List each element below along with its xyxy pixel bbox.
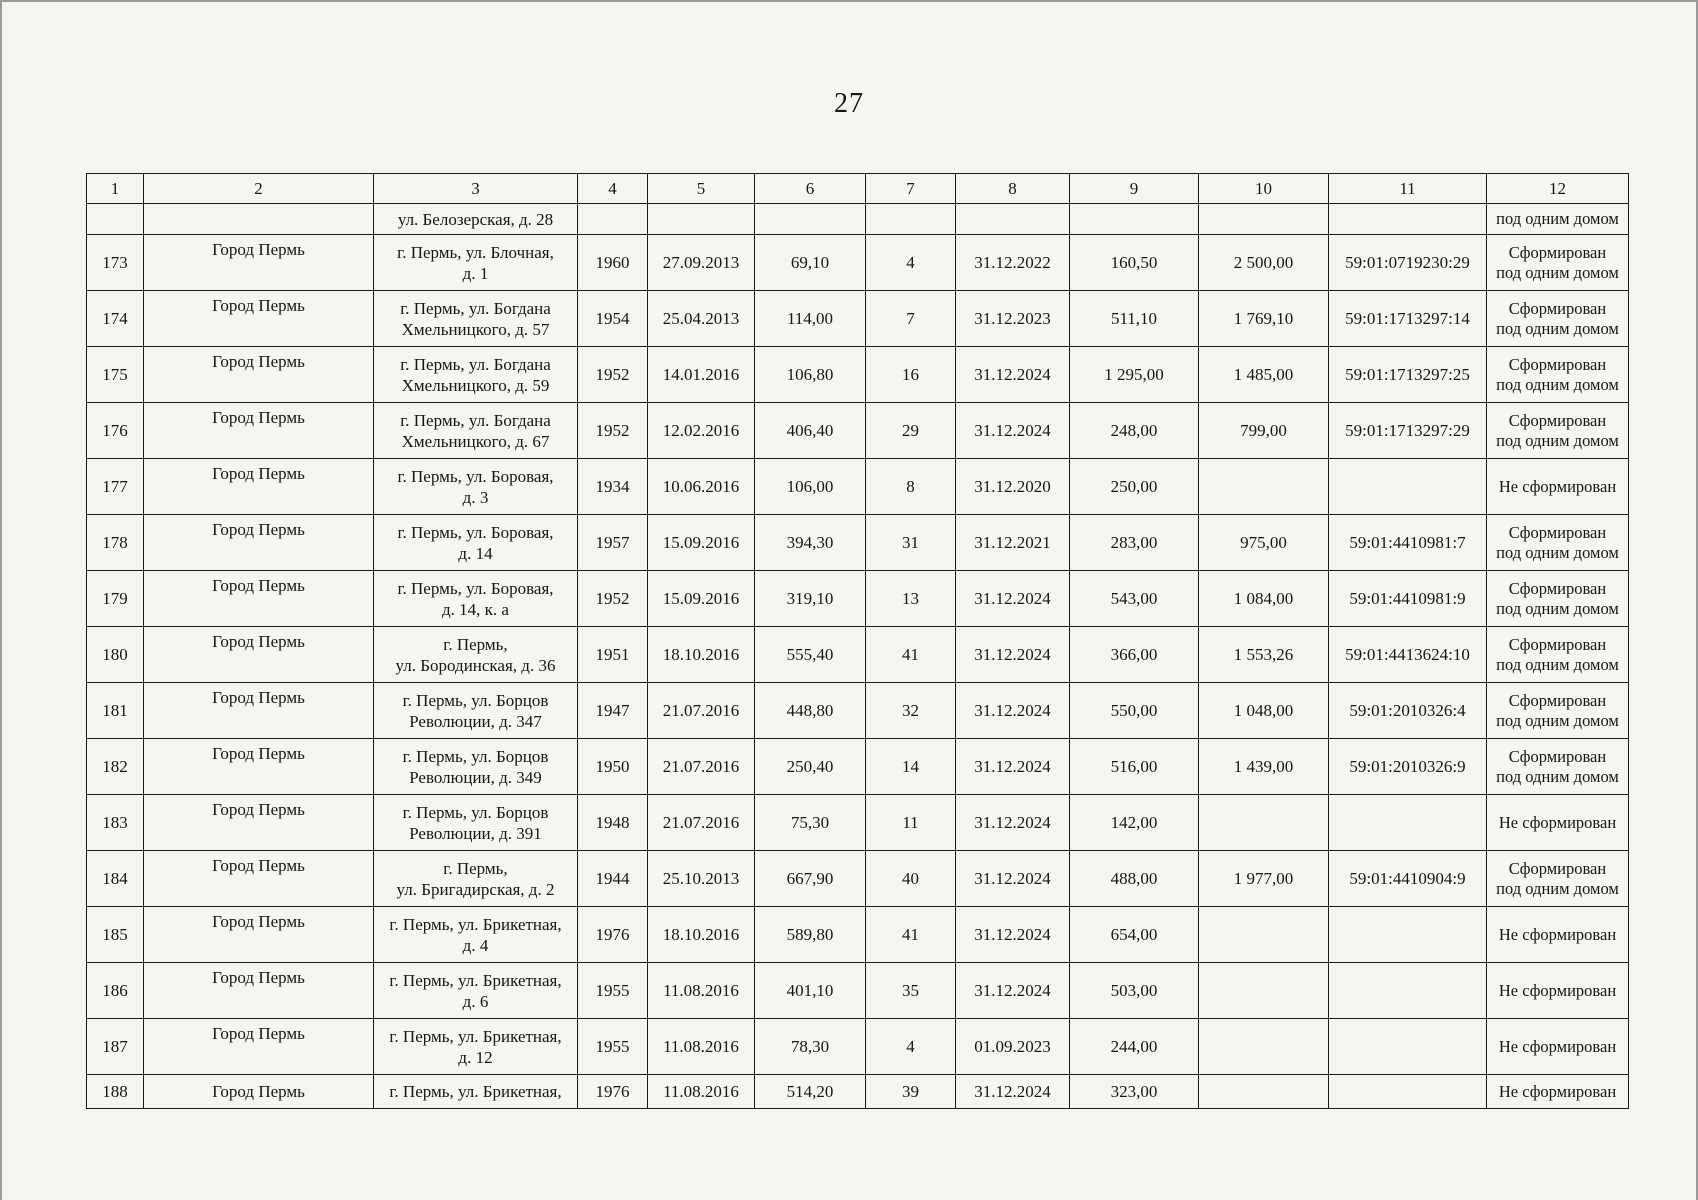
deadline-cell: 31.12.2024 [956, 627, 1070, 683]
municipality-cell: Город Пермь [144, 795, 374, 851]
address-cell-line: ул. Бригадирская, д. 2 [396, 879, 555, 899]
address-cell [374, 683, 578, 739]
address-cell-line: ул. Бородинская, д. 36 [395, 655, 556, 675]
land-area-cell: 975,00 [1199, 515, 1329, 571]
deadline-cell: 31.12.2024 [956, 403, 1070, 459]
municipality-cell: Город Пермь [144, 683, 374, 739]
row-number-cell: 176 [87, 403, 144, 459]
table-cell: г. Пермь, ул. Брикетная, [374, 1075, 578, 1109]
area-cell: 401,10 [755, 963, 866, 1019]
count-cell: 8 [866, 459, 956, 515]
table-row [87, 627, 1629, 683]
area-cell: 511,10 [1070, 291, 1199, 347]
area-cell: 366,00 [1070, 627, 1199, 683]
address-cell [374, 403, 578, 459]
table-cell [866, 204, 956, 235]
land-status-cell-line: Не сформирован [1498, 1036, 1617, 1056]
area-cell: 555,40 [755, 627, 866, 683]
land-area-cell [1199, 459, 1329, 515]
housing-register-table [86, 173, 1629, 1109]
column-header: 10 [1199, 174, 1329, 204]
date-cell: 15.09.2016 [648, 515, 755, 571]
land-status-cell [1487, 627, 1629, 683]
address-cell [374, 291, 578, 347]
count-cell: 41 [866, 907, 956, 963]
address-cell [374, 459, 578, 515]
build-year-cell: 1957 [578, 515, 648, 571]
build-year-cell: 1976 [578, 907, 648, 963]
area-cell: 75,30 [755, 795, 866, 851]
area-cell: 406,40 [755, 403, 866, 459]
cadastral-number-cell: 59:01:4410904:9 [1329, 851, 1487, 907]
row-number-cell: 175 [87, 347, 144, 403]
land-area-cell: 1 769,10 [1199, 291, 1329, 347]
land-status-cell-line: под одним домом [1496, 766, 1619, 786]
table-row [87, 851, 1629, 907]
land-status-cell [1487, 515, 1629, 571]
address-cell-line: г. Пермь, ул. Боровая, [397, 522, 554, 542]
address-cell-line: г. Пермь, ул. Борцов [402, 802, 549, 822]
area-cell: 550,00 [1070, 683, 1199, 739]
column-header: 6 [755, 174, 866, 204]
municipality-cell: Город Пермь [144, 515, 374, 571]
continuation-row [87, 204, 1629, 235]
cadastral-number-cell: 59:01:4410981:9 [1329, 571, 1487, 627]
address-cell-line: д. 6 [462, 991, 489, 1011]
deadline-cell: 31.12.2024 [956, 795, 1070, 851]
cadastral-number-cell: 59:01:1713297:25 [1329, 347, 1487, 403]
land-status-cell-line: под одним домом [1496, 878, 1619, 898]
table-cell [755, 204, 866, 235]
land-area-cell: 1 977,00 [1199, 851, 1329, 907]
table-cell [1329, 204, 1487, 235]
date-cell: 27.09.2013 [648, 235, 755, 291]
municipality-cell: Город Пермь [144, 291, 374, 347]
table-row [87, 907, 1629, 963]
row-number-cell: 179 [87, 571, 144, 627]
address-cell-line: г. Пермь, ул. Брикетная, [389, 914, 562, 934]
build-year-cell: 1947 [578, 683, 648, 739]
table-row [87, 403, 1629, 459]
address-cell: ул. Белозерская, д. 28 [374, 204, 578, 235]
count-cell: 4 [866, 235, 956, 291]
address-cell-line: Хмельницкого, д. 57 [401, 319, 550, 339]
land-status-cell-line: Сформирован [1508, 522, 1607, 542]
row-number-cell: 173 [87, 235, 144, 291]
municipality-cell: Город Пермь [144, 907, 374, 963]
municipality-cell: Город Пермь [144, 739, 374, 795]
address-cell-line: г. Пермь, ул. Блочная, [397, 242, 554, 262]
table-cell: Не сформирован [1487, 1075, 1629, 1109]
build-year-cell: 1951 [578, 627, 648, 683]
area-cell: 78,30 [755, 1019, 866, 1075]
address-cell [374, 795, 578, 851]
column-header: 5 [648, 174, 755, 204]
land-status-cell-line: Не сформирован [1498, 980, 1617, 1000]
column-header: 4 [578, 174, 648, 204]
address-cell-line: Революции, д. 349 [409, 767, 542, 787]
land-status-cell-line: под одним домом [1496, 318, 1619, 338]
land-status-cell-line: под одним домом [1496, 262, 1619, 282]
build-year-cell: 1952 [578, 403, 648, 459]
area-cell: 250,40 [755, 739, 866, 795]
address-cell-line: г. Пермь, ул. Богдана [400, 354, 551, 374]
land-status-cell-line: Сформирован [1508, 690, 1607, 710]
land-status-cell [1487, 291, 1629, 347]
date-cell: 18.10.2016 [648, 627, 755, 683]
land-status-cell-line: Сформирован [1508, 242, 1607, 262]
address-cell-line: Хмельницкого, д. 67 [401, 431, 550, 451]
date-cell: 14.01.2016 [648, 347, 755, 403]
table-cell [1329, 1075, 1487, 1109]
address-cell-line: Революции, д. 391 [409, 823, 542, 843]
table-cell [1199, 1075, 1329, 1109]
land-area-cell: 2 500,00 [1199, 235, 1329, 291]
table-cell: 31.12.2024 [956, 1075, 1070, 1109]
row-number-cell: 174 [87, 291, 144, 347]
land-status-cell [1487, 347, 1629, 403]
build-year-cell: 1954 [578, 291, 648, 347]
municipality-cell: Город Пермь [144, 851, 374, 907]
build-year-cell: 1934 [578, 459, 648, 515]
area-cell: 394,30 [755, 515, 866, 571]
land-status-cell [1487, 851, 1629, 907]
deadline-cell: 31.12.2024 [956, 851, 1070, 907]
land-status-cell-line: под одним домом [1496, 598, 1619, 618]
land-area-cell: 1 048,00 [1199, 683, 1329, 739]
area-cell: 69,10 [755, 235, 866, 291]
address-cell-line: г. Пермь, ул. Брикетная, [389, 1026, 562, 1046]
land-area-cell: 1 084,00 [1199, 571, 1329, 627]
build-year-cell: 1952 [578, 347, 648, 403]
municipality-cell: Город Пермь [144, 627, 374, 683]
table-row [87, 795, 1629, 851]
table-row [87, 1075, 1629, 1109]
address-cell [374, 515, 578, 571]
address-cell [374, 235, 578, 291]
count-cell: 14 [866, 739, 956, 795]
area-cell: 503,00 [1070, 963, 1199, 1019]
table-cell: 188 [87, 1075, 144, 1109]
column-header: 3 [374, 174, 578, 204]
municipality-cell: Город Пермь [144, 459, 374, 515]
municipality-cell: Город Пермь [144, 571, 374, 627]
column-header: 11 [1329, 174, 1487, 204]
address-cell [374, 851, 578, 907]
date-cell: 11.08.2016 [648, 963, 755, 1019]
table-row [87, 235, 1629, 291]
row-number-cell: 183 [87, 795, 144, 851]
area-cell: 160,50 [1070, 235, 1199, 291]
land-status-cell [1487, 963, 1629, 1019]
date-cell: 25.10.2013 [648, 851, 755, 907]
address-cell-line: г. Пермь, ул. Борцов [402, 690, 549, 710]
column-header: 7 [866, 174, 956, 204]
address-cell-line: д. 14, к. а [442, 599, 509, 619]
build-year-cell: 1944 [578, 851, 648, 907]
row-number-cell: 177 [87, 459, 144, 515]
count-cell: 11 [866, 795, 956, 851]
land-status-cell-line: под одним домом [1496, 542, 1619, 562]
build-year-cell: 1960 [578, 235, 648, 291]
row-number-cell: 180 [87, 627, 144, 683]
date-cell: 21.07.2016 [648, 795, 755, 851]
table-cell: 11.08.2016 [648, 1075, 755, 1109]
date-cell: 10.06.2016 [648, 459, 755, 515]
cadastral-number-cell: 59:01:4410981:7 [1329, 515, 1487, 571]
cadastral-number-cell: 59:01:4413624:10 [1329, 627, 1487, 683]
address-cell [374, 627, 578, 683]
table-row [87, 571, 1629, 627]
municipality-cell: Город Пермь [144, 1019, 374, 1075]
land-status-cell [1487, 571, 1629, 627]
land-status-cell-line: Сформирован [1508, 354, 1607, 374]
cadastral-number-cell [1329, 795, 1487, 851]
deadline-cell: 31.12.2020 [956, 459, 1070, 515]
count-cell: 7 [866, 291, 956, 347]
deadline-cell: 31.12.2023 [956, 291, 1070, 347]
land-status-cell [1487, 459, 1629, 515]
table-cell [144, 204, 374, 235]
land-status-cell [1487, 907, 1629, 963]
scan-edge-left [0, 0, 2, 1200]
count-cell: 29 [866, 403, 956, 459]
table-row [87, 459, 1629, 515]
cadastral-number-cell [1329, 459, 1487, 515]
table-cell: 1976 [578, 1075, 648, 1109]
land-status-cell [1487, 403, 1629, 459]
cadastral-number-cell [1329, 907, 1487, 963]
area-cell: 1 295,00 [1070, 347, 1199, 403]
land-status-cell-line: Сформирован [1508, 410, 1607, 430]
land-status-cell [1487, 235, 1629, 291]
address-cell-line: Революции, д. 347 [409, 711, 542, 731]
column-header: 2 [144, 174, 374, 204]
land-status-cell-line: Сформирован [1508, 634, 1607, 654]
build-year-cell: 1955 [578, 1019, 648, 1075]
table-row [87, 683, 1629, 739]
count-cell: 13 [866, 571, 956, 627]
area-cell: 283,00 [1070, 515, 1199, 571]
column-header: 1 [87, 174, 144, 204]
scan-edge-top [0, 0, 1698, 2]
municipality-cell: Город Пермь [144, 963, 374, 1019]
municipality-cell: Город Пермь [144, 235, 374, 291]
cadastral-number-cell: 59:01:2010326:4 [1329, 683, 1487, 739]
area-cell: 244,00 [1070, 1019, 1199, 1075]
cadastral-number-cell: 59:01:2010326:9 [1329, 739, 1487, 795]
area-cell: 106,80 [755, 347, 866, 403]
row-number-cell: 187 [87, 1019, 144, 1075]
cadastral-number-cell [1329, 1019, 1487, 1075]
table-cell [648, 204, 755, 235]
date-cell: 21.07.2016 [648, 683, 755, 739]
land-area-cell [1199, 795, 1329, 851]
build-year-cell: 1948 [578, 795, 648, 851]
land-area-cell [1199, 1019, 1329, 1075]
land-area-cell [1199, 907, 1329, 963]
table-cell [1199, 204, 1329, 235]
table-row [87, 515, 1629, 571]
area-cell: 589,80 [755, 907, 866, 963]
table-cell: Город Пермь [144, 1075, 374, 1109]
area-cell: 114,00 [755, 291, 866, 347]
deadline-cell: 31.12.2024 [956, 739, 1070, 795]
count-cell: 16 [866, 347, 956, 403]
land-status-cell [1487, 795, 1629, 851]
land-status-cell-line: под одним домом [1496, 654, 1619, 674]
row-number-cell: 178 [87, 515, 144, 571]
area-cell: 248,00 [1070, 403, 1199, 459]
address-cell-line: Хмельницкого, д. 59 [401, 375, 550, 395]
land-status-cell-line: под одним домом [1496, 710, 1619, 730]
date-cell: 15.09.2016 [648, 571, 755, 627]
column-header: 12 [1487, 174, 1629, 204]
table-cell: 514,20 [755, 1075, 866, 1109]
table-row [87, 1019, 1629, 1075]
area-cell: 516,00 [1070, 739, 1199, 795]
table-cell [956, 204, 1070, 235]
address-cell [374, 907, 578, 963]
land-status-cell-line: под одним домом [1496, 374, 1619, 394]
area-cell: 488,00 [1070, 851, 1199, 907]
address-cell-line: г. Пермь, ул. Боровая, [397, 578, 554, 598]
address-cell-line: д. 4 [462, 935, 489, 955]
land-area-cell: 1 553,26 [1199, 627, 1329, 683]
cadastral-number-cell [1329, 963, 1487, 1019]
land-status-cell [1487, 683, 1629, 739]
date-cell: 11.08.2016 [648, 1019, 755, 1075]
address-cell [374, 1019, 578, 1075]
deadline-cell: 31.12.2024 [956, 571, 1070, 627]
area-cell: 654,00 [1070, 907, 1199, 963]
address-cell [374, 739, 578, 795]
cadastral-number-cell: 59:01:0719230:29 [1329, 235, 1487, 291]
row-number-cell: 182 [87, 739, 144, 795]
land-area-cell: 1 439,00 [1199, 739, 1329, 795]
date-cell: 18.10.2016 [648, 907, 755, 963]
area-cell: 250,00 [1070, 459, 1199, 515]
address-cell-line: г. Пермь, ул. Брикетная, [389, 970, 562, 990]
area-cell: 142,00 [1070, 795, 1199, 851]
count-cell: 4 [866, 1019, 956, 1075]
count-cell: 32 [866, 683, 956, 739]
address-cell-line: г. Пермь, ул. Боровая, [397, 466, 554, 486]
address-cell-line: г. Пермь, [443, 858, 508, 878]
land-area-cell: 1 485,00 [1199, 347, 1329, 403]
table-row [87, 739, 1629, 795]
deadline-cell: 31.12.2024 [956, 683, 1070, 739]
address-cell-line: д. 1 [462, 263, 489, 283]
table-cell: 323,00 [1070, 1075, 1199, 1109]
date-cell: 12.02.2016 [648, 403, 755, 459]
area-cell: 667,90 [755, 851, 866, 907]
land-status-cell-line: Сформирован [1508, 858, 1607, 878]
land-area-cell: 799,00 [1199, 403, 1329, 459]
address-cell [374, 963, 578, 1019]
address-cell-line: г. Пермь, ул. Богдана [400, 410, 551, 430]
address-cell-line: д. 12 [458, 1047, 493, 1067]
land-status-cell-line: под одним домом [1496, 430, 1619, 450]
table-cell [578, 204, 648, 235]
cadastral-number-cell: 59:01:1713297:29 [1329, 403, 1487, 459]
address-cell [374, 571, 578, 627]
deadline-cell: 31.12.2022 [956, 235, 1070, 291]
deadline-cell: 31.12.2021 [956, 515, 1070, 571]
land-area-cell [1199, 963, 1329, 1019]
land-status-cell-line: Сформирован [1508, 746, 1607, 766]
address-cell-line: д. 3 [462, 487, 489, 507]
date-cell: 21.07.2016 [648, 739, 755, 795]
row-number-cell: 184 [87, 851, 144, 907]
deadline-cell: 31.12.2024 [956, 907, 1070, 963]
land-status-cell-line: Сформирован [1508, 298, 1607, 318]
deadline-cell: 31.12.2024 [956, 963, 1070, 1019]
area-cell: 543,00 [1070, 571, 1199, 627]
municipality-cell: Город Пермь [144, 347, 374, 403]
address-cell-line: г. Пермь, ул. Богдана [400, 298, 551, 318]
row-number-cell: 186 [87, 963, 144, 1019]
municipality-cell: Город Пермь [144, 403, 374, 459]
table-cell [87, 204, 144, 235]
table-row [87, 963, 1629, 1019]
count-cell: 41 [866, 627, 956, 683]
column-header: 8 [956, 174, 1070, 204]
land-status-cell-line: Не сформирован [1498, 812, 1617, 832]
count-cell: 40 [866, 851, 956, 907]
build-year-cell: 1952 [578, 571, 648, 627]
address-cell [374, 347, 578, 403]
address-cell-line: д. 14 [458, 543, 493, 563]
table-cell: 39 [866, 1075, 956, 1109]
row-number-cell: 181 [87, 683, 144, 739]
count-cell: 31 [866, 515, 956, 571]
table-row [87, 291, 1629, 347]
land-status-cell [1487, 1019, 1629, 1075]
row-number-cell: 185 [87, 907, 144, 963]
column-number-header-row [87, 174, 1629, 204]
land-status-cell: под одним домом [1487, 204, 1629, 235]
build-year-cell: 1955 [578, 963, 648, 1019]
table-row [87, 347, 1629, 403]
build-year-cell: 1950 [578, 739, 648, 795]
address-cell-line: г. Пермь, ул. Борцов [402, 746, 549, 766]
area-cell: 106,00 [755, 459, 866, 515]
area-cell: 448,80 [755, 683, 866, 739]
count-cell: 35 [866, 963, 956, 1019]
page-number: 27 [834, 88, 864, 119]
deadline-cell: 31.12.2024 [956, 347, 1070, 403]
cadastral-number-cell: 59:01:1713297:14 [1329, 291, 1487, 347]
land-status-cell-line: Не сформирован [1498, 924, 1617, 944]
land-status-cell-line: Сформирован [1508, 578, 1607, 598]
land-status-cell [1487, 739, 1629, 795]
table-cell [1070, 204, 1199, 235]
deadline-cell: 01.09.2023 [956, 1019, 1070, 1075]
land-status-cell-line: Не сформирован [1498, 476, 1617, 496]
date-cell: 25.04.2013 [648, 291, 755, 347]
column-header: 9 [1070, 174, 1199, 204]
area-cell: 319,10 [755, 571, 866, 627]
address-cell-line: г. Пермь, [443, 634, 508, 654]
